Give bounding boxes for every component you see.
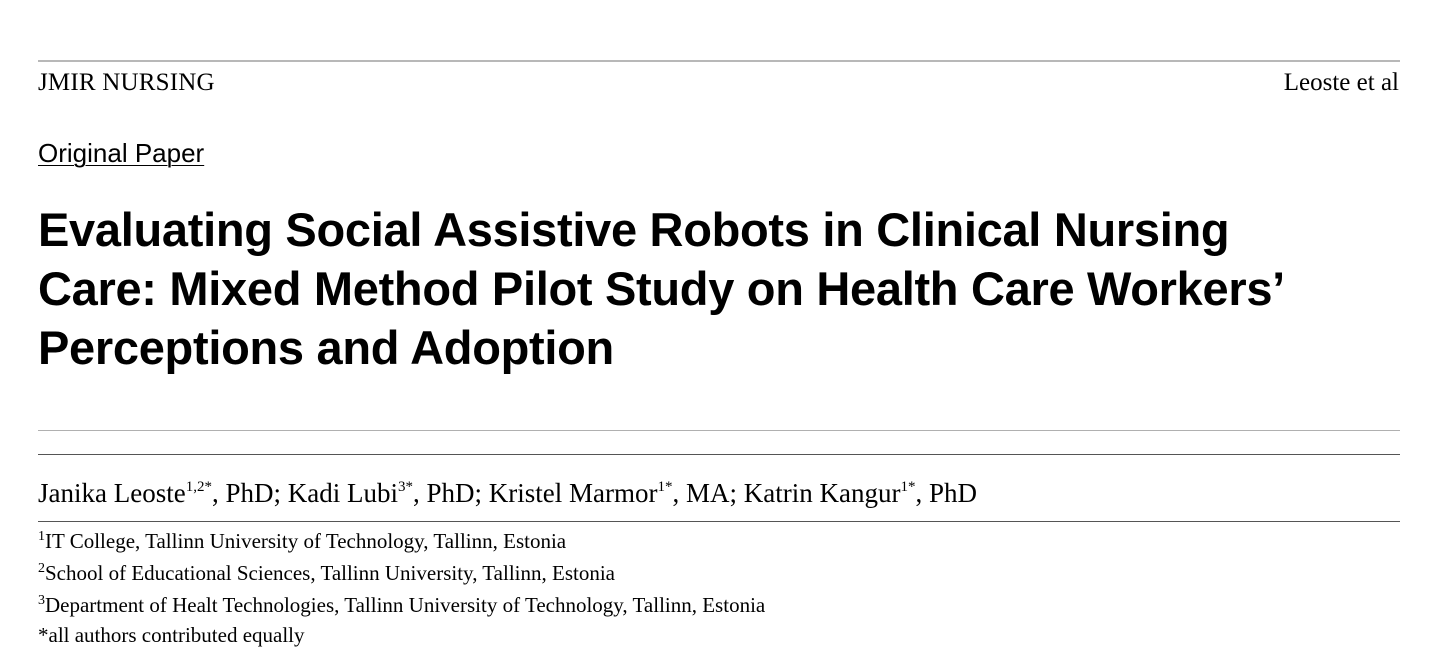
author-name: Katrin Kangur [743,478,901,508]
article-title [38,200,1418,377]
running-author: Leoste et al [1283,69,1399,96]
section-divider [38,454,1400,455]
author-name: Kadi Lubi [287,478,398,508]
author-affiliation-marker: 1* [900,479,916,495]
author-list [38,476,977,510]
title-line: Evaluating Social Assistive Robots in Clinical Nursing [38,203,1230,256]
author-degree: , PhD [915,478,977,508]
affiliation [38,560,615,586]
affiliation-number: 1 [38,529,45,544]
author-divider [38,521,1400,522]
author-degree: , MA; [672,478,744,508]
affiliation-number: 3 [38,593,45,608]
affiliation [38,528,566,554]
article-type-label: Original Paper [38,138,205,168]
title-line: Care: Mixed Method Pilot Study on Health Care Workers’ [38,262,1285,315]
affiliation-text: Department of Healt Technologies, Tallinn University of Technology, Tallinn, Estonia [45,593,766,617]
affiliation-text: IT College, Tallinn University of Technology, Tallinn, Estonia [45,529,567,553]
journal-name: JMIR NURSING [38,69,215,96]
author-degree: , PhD; [211,478,288,508]
author-degree: , PhD; [412,478,489,508]
author-name: Janika Leoste [38,478,186,508]
author-affiliation-marker: 3* [397,479,413,495]
header-rule [38,60,1400,62]
affiliation-text: School of Educational Sciences, Tallinn University, Tallinn, Estonia [45,561,615,585]
author-affiliation-marker: 1,2* [185,479,212,495]
contribution-note: *all authors contributed equally [38,623,305,647]
author-name: Kristel Marmor [488,478,658,508]
section-divider [38,430,1400,431]
title-line: Perceptions and Adoption [38,321,614,374]
author-affiliation-marker: 1* [657,479,673,495]
affiliation [38,592,765,618]
affiliation-number: 2 [38,561,45,576]
